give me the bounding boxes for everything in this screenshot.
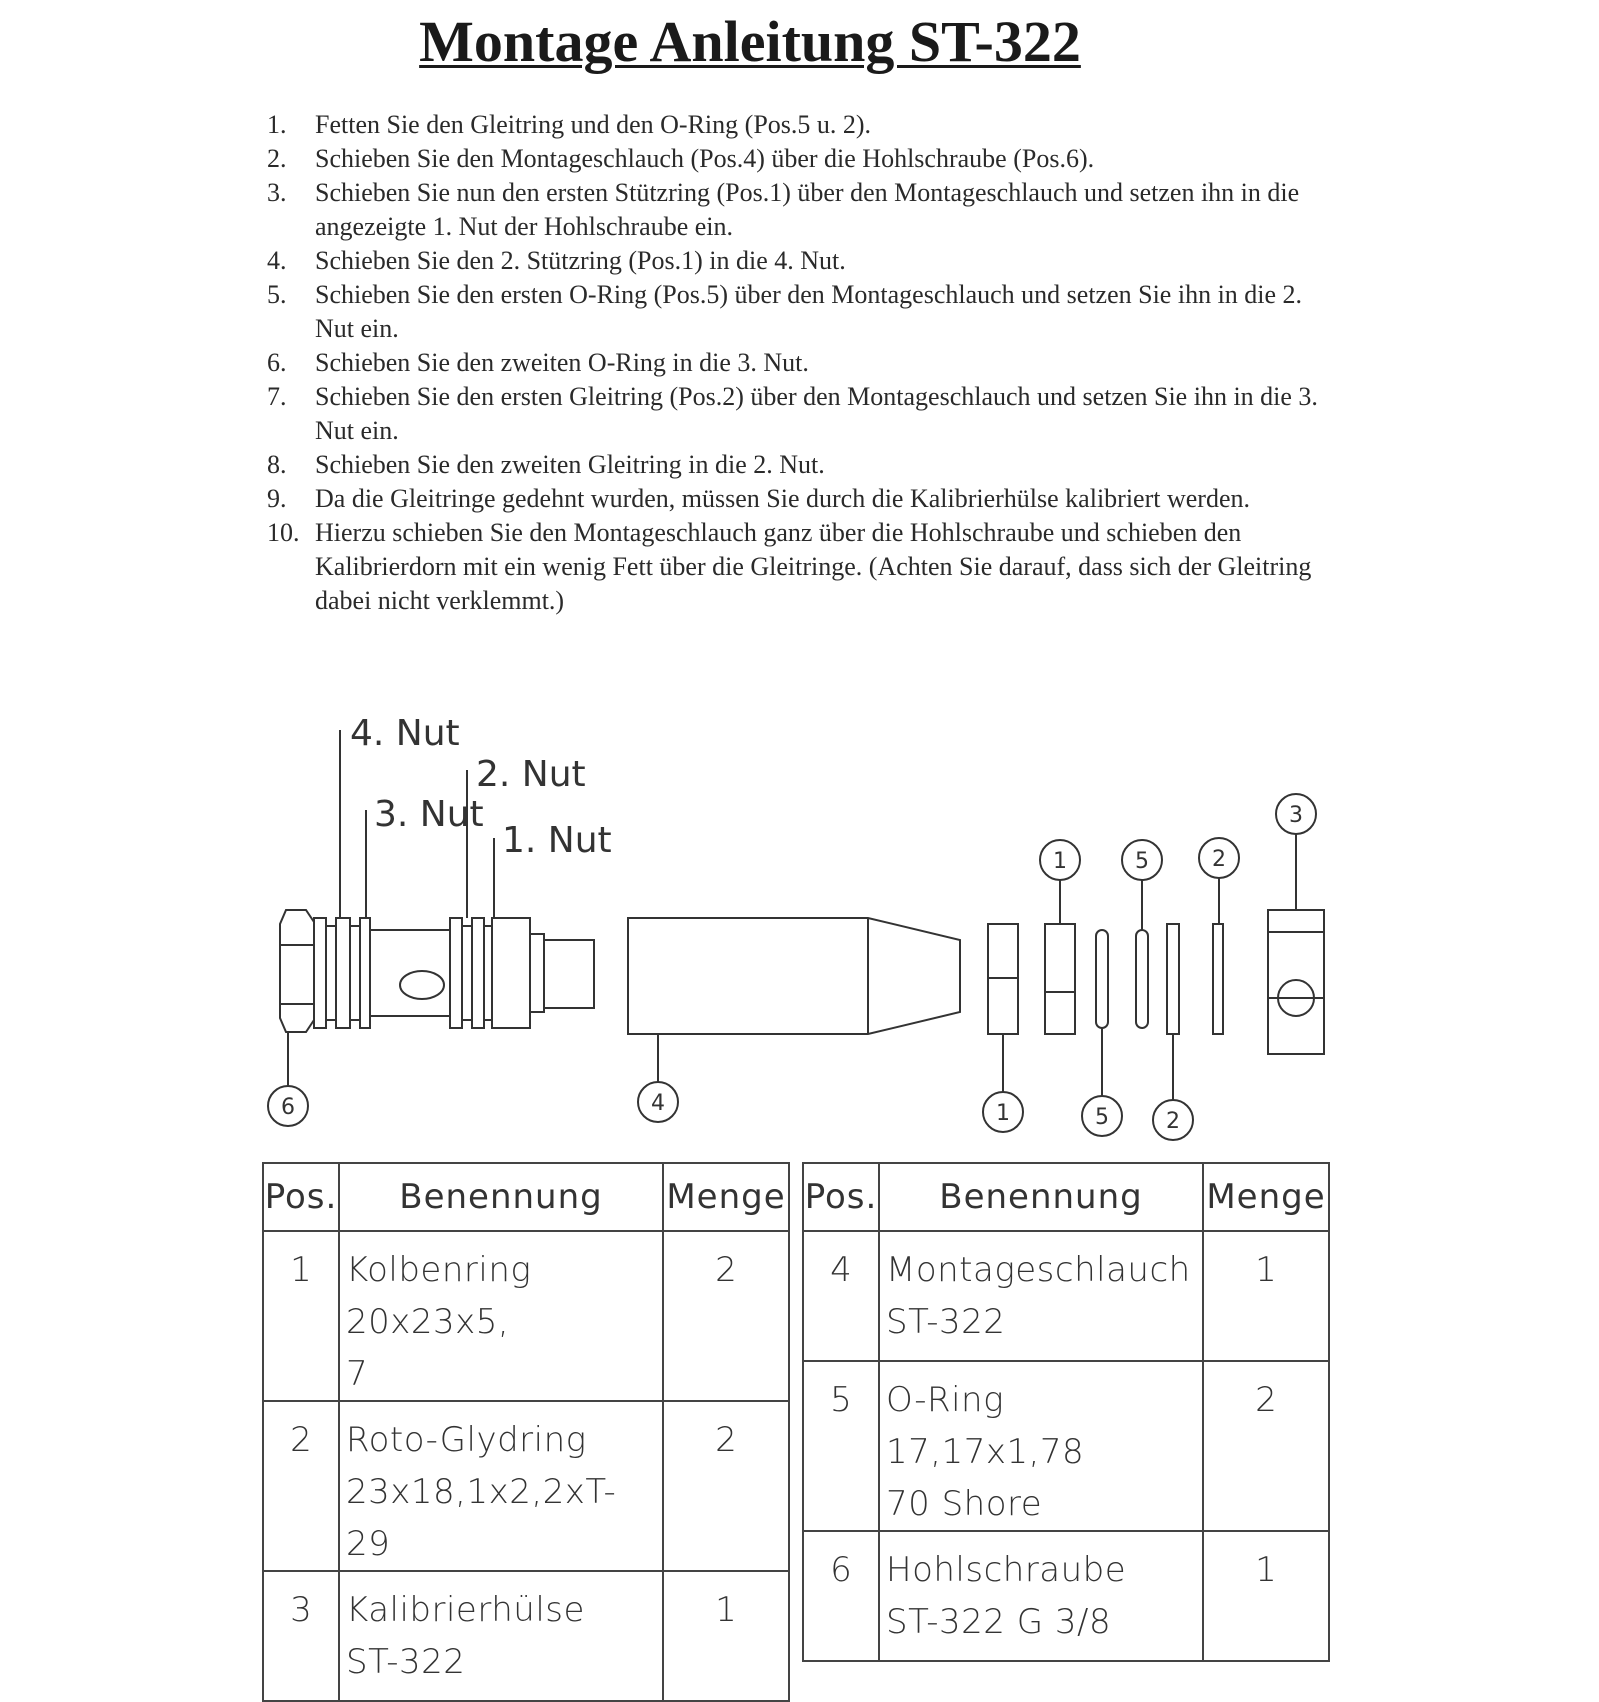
parts-table-right: [802, 1162, 1330, 1662]
name-line-1: Montageschlauch: [886, 1250, 1191, 1290]
table-header-row: [263, 1163, 789, 1231]
table-row: [263, 1231, 789, 1401]
table-row: [263, 1571, 789, 1701]
table-row: [803, 1531, 1329, 1661]
step-text: Schieben Sie den zweiten O-Ring in die 3. Nut.: [315, 348, 809, 377]
cell-name: [879, 1361, 1203, 1531]
name-line-2: ST-322 G 3/8: [886, 1602, 1112, 1642]
balloon-2-bottom: 2: [1166, 1109, 1180, 1134]
cell-name: [339, 1571, 663, 1701]
balloon-1-top: 1: [1053, 849, 1067, 874]
balloon-4: 4: [651, 1091, 665, 1116]
step-number: 10.: [267, 518, 300, 547]
hollow-screw-part: [280, 910, 594, 1032]
balloon-3: 3: [1289, 803, 1303, 828]
balloon-1-bottom: 1: [996, 1101, 1010, 1126]
parts-table-left: [262, 1162, 790, 1702]
groove-label-3: 3. Nut: [374, 794, 484, 835]
name-line-2: 7: [346, 1354, 369, 1394]
cell-qty: 1: [1203, 1231, 1329, 1361]
table-row: [803, 1361, 1329, 1531]
table-row: [803, 1231, 1329, 1361]
step-number: 3.: [267, 178, 287, 207]
step-text: Schieben Sie den 2. Stützring (Pos.1) in die 4. Nut.: [315, 246, 846, 275]
position-balloons: [268, 794, 1316, 1140]
step-text: Hierzu schieben Sie den Montageschlauch ganz über die Hohlschraube und schieben den Kalibrierdorn mit ein wenig Fett über die Gleitringe. (Achten Sie darauf, dass sich der Gleitring dabei nicht verklemmt.): [315, 518, 1312, 615]
balloon-5-top: 5: [1135, 849, 1149, 874]
header-pos: Pos.: [263, 1163, 339, 1231]
name-line-1: Kalibrierhülse: [346, 1590, 585, 1630]
name-line-1: Roto-Glydring: [346, 1420, 587, 1460]
step-number: 7.: [267, 382, 287, 411]
step-number: 2.: [267, 144, 287, 173]
cell-name: [879, 1231, 1203, 1361]
header-name: Benennung: [879, 1163, 1203, 1231]
step-text: Schieben Sie den zweiten Gleitring in die 2. Nut.: [315, 450, 825, 479]
balloon-labels: [281, 803, 1303, 1134]
cell-name: [879, 1531, 1203, 1661]
step-number: 6.: [267, 348, 287, 377]
name-line-1: O-Ring 17,17x1,78: [886, 1380, 1085, 1472]
cell-name: [339, 1231, 663, 1401]
balloon-5-bottom: 5: [1095, 1105, 1109, 1130]
header-name: Benennung: [339, 1163, 663, 1231]
step-number: 5.: [267, 280, 287, 309]
name-line-2: ST-322: [346, 1642, 466, 1682]
document-title: Montage Anleitung ST-322: [419, 9, 1081, 74]
balloon-2-top: 2: [1212, 847, 1226, 872]
header-qty: Menge: [1203, 1163, 1329, 1231]
name-line-2: ST-322: [886, 1302, 1006, 1342]
header-pos: Pos.: [803, 1163, 879, 1231]
table-header-row: [803, 1163, 1329, 1231]
ring-parts: [988, 924, 1223, 1034]
cell-pos: 6: [803, 1531, 879, 1661]
groove-label-4: 4. Nut: [350, 713, 460, 754]
cell-qty: 1: [1203, 1531, 1329, 1661]
cell-pos: 1: [263, 1231, 339, 1401]
cell-name: [339, 1401, 663, 1571]
step-number: 8.: [267, 450, 287, 479]
calibration-sleeve-part: [1268, 910, 1324, 1054]
groove-label-1: 1. Nut: [502, 820, 612, 861]
name-line-2: 70 Shore: [886, 1484, 1043, 1524]
cell-pos: 3: [263, 1571, 339, 1701]
step-number: 4.: [267, 246, 287, 275]
groove-labels: [350, 713, 612, 861]
cell-pos: 2: [263, 1401, 339, 1571]
table-row: [263, 1401, 789, 1571]
cell-qty: 1: [663, 1571, 789, 1701]
name-line-2: 23x18,1x2,2xT-29: [346, 1472, 617, 1564]
cell-qty: 2: [663, 1401, 789, 1571]
step-text: Schieben Sie den Montageschlauch (Pos.4) über die Hohlschraube (Pos.6).: [315, 144, 1095, 173]
balloon-6: 6: [281, 1095, 295, 1120]
name-line-1: Kolbenring 20x23x5,: [346, 1250, 532, 1342]
cell-qty: 2: [663, 1231, 789, 1401]
cell-pos: 5: [803, 1361, 879, 1531]
mounting-hose-part: [628, 918, 960, 1034]
step-number: 9.: [267, 484, 287, 513]
header-qty: Menge: [663, 1163, 789, 1231]
step-text: Schieben Sie den ersten O-Ring (Pos.5) über den Montageschlauch und setzen Sie ihn in die 2. Nut ein.: [315, 280, 1303, 343]
step-text: Fetten Sie den Gleitring und den O-Ring (Pos.5 u. 2).: [315, 110, 872, 139]
step-text: Da die Gleitringe gedehnt wurden, müssen Sie durch die Kalibrierhülse kalibriert werden.: [315, 484, 1250, 513]
name-line-1: Hohlschraube: [886, 1550, 1127, 1590]
cell-qty: 2: [1203, 1361, 1329, 1531]
cell-pos: 4: [803, 1231, 879, 1361]
step-number: 1.: [267, 110, 287, 139]
step-text: Schieben Sie nun den ersten Stützring (Pos.1) über den Montageschlauch und setzen ihn in die angezeigte 1. Nut der Hohlschraube ein.: [315, 178, 1300, 241]
groove-label-2: 2. Nut: [476, 754, 586, 795]
step-text: Schieben Sie den ersten Gleitring (Pos.2) über den Montageschlauch und setzen Sie ihn in die 3. Nut ein.: [315, 382, 1318, 445]
